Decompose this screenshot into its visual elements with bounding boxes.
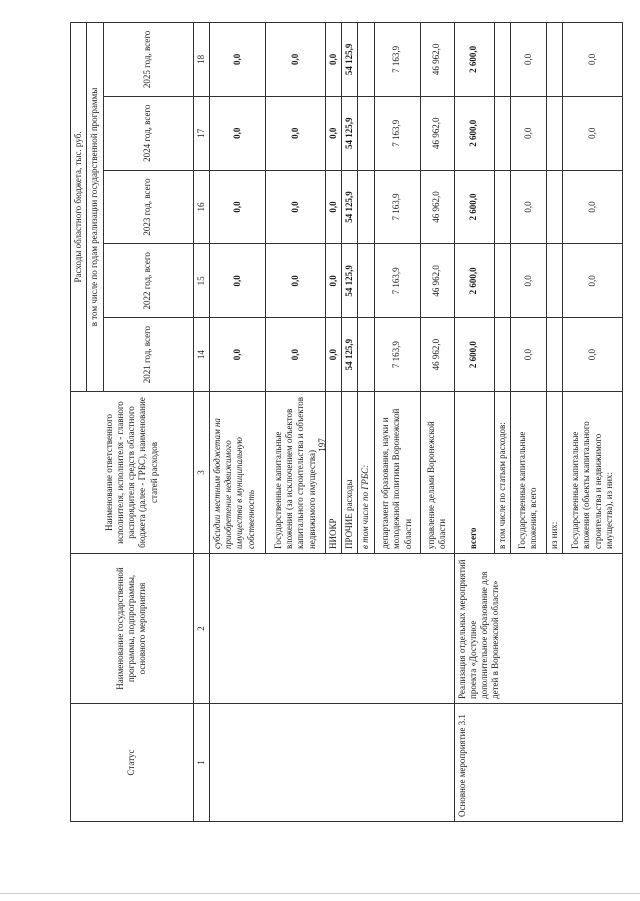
header-year: 2022 год, всего	[103, 244, 193, 318]
value-cell: 2 600,0	[454, 96, 494, 170]
page-bottom-divider	[0, 893, 640, 894]
value-cell	[358, 170, 374, 244]
value-cell: 0,0	[265, 244, 325, 318]
value-cell: 0,0	[209, 96, 265, 170]
value-cell: 54 125,9	[342, 96, 358, 170]
value-cell: 0,0	[325, 244, 341, 318]
event-status: Основное мероприятие 3.1	[454, 704, 623, 822]
header-executor: Наименование ответственного исполнителя, исполнителя - главного распорядителя средств областного бюджета (далее - ГРБС), наименование статей расходов	[71, 392, 194, 554]
row-label: из них:	[546, 392, 562, 554]
value-cell: 0,0	[510, 318, 546, 392]
table-row	[454, 23, 494, 822]
col-number: 18	[193, 23, 209, 97]
value-cell	[494, 170, 510, 244]
value-cell: 46 962,0	[420, 170, 454, 244]
status-cell-empty	[209, 704, 454, 822]
col-number: 3	[193, 392, 209, 554]
column-number-row	[193, 23, 209, 822]
value-cell	[546, 96, 562, 170]
value-cell	[358, 244, 374, 318]
row-label: всего	[454, 392, 494, 554]
value-cell: 0,0	[209, 23, 265, 97]
value-cell: 2 600,0	[454, 318, 494, 392]
row-label: в том числе по статьям расходов:	[494, 392, 510, 554]
col-number: 17	[193, 96, 209, 170]
row-label: в том числе по ГРБС:	[358, 392, 374, 554]
row-label: Государственные капитальные вложения (за исключением объектов капитального строительства и объектов недвижимого имущества)	[265, 392, 325, 554]
value-cell: 46 962,0	[420, 244, 454, 318]
value-cell	[494, 244, 510, 318]
value-cell: 0,0	[265, 170, 325, 244]
value-cell: 0,0	[265, 318, 325, 392]
row-label: НИОКР	[325, 392, 341, 554]
row-label: Государственные капитальные вложения (объекты капитального строительства и недвижимого имущества), из них:	[563, 392, 623, 554]
value-cell: 7 163,9	[374, 170, 420, 244]
col-number: 16	[193, 170, 209, 244]
value-cell	[546, 170, 562, 244]
value-cell	[358, 318, 374, 392]
header-year: 2021 год, всего	[103, 318, 193, 392]
value-cell: 2 600,0	[454, 23, 494, 97]
col-number: 1	[193, 704, 209, 822]
value-cell: 0,0	[563, 170, 623, 244]
row-label: управление делами Воронежской области	[420, 392, 454, 554]
value-cell: 0,0	[563, 23, 623, 97]
header-year: 2023 год, всего	[103, 170, 193, 244]
value-cell	[546, 244, 562, 318]
value-cell: 0,0	[510, 170, 546, 244]
value-cell: 0,0	[563, 318, 623, 392]
value-cell: 54 125,9	[342, 23, 358, 97]
row-label: Государственные капитальные вложения, всего	[510, 392, 546, 554]
value-cell: 0,0	[563, 96, 623, 170]
value-cell: 0,0	[510, 96, 546, 170]
value-cell: 7 163,9	[374, 318, 420, 392]
row-label: субсидии местным бюджетам на приобретение недвижимого имущества в муниципальную собственность	[209, 392, 265, 554]
value-cell: 0,0	[325, 96, 341, 170]
value-cell: 7 163,9	[374, 96, 420, 170]
value-cell	[358, 96, 374, 170]
value-cell	[546, 23, 562, 97]
value-cell: 0,0	[563, 244, 623, 318]
value-cell	[358, 23, 374, 97]
value-cell: 0,0	[510, 23, 546, 97]
value-cell	[546, 318, 562, 392]
expenses-table	[70, 22, 623, 822]
col-number: 15	[193, 244, 209, 318]
value-cell: 0,0	[325, 23, 341, 97]
value-cell: 46 962,0	[420, 318, 454, 392]
value-cell: 0,0	[325, 170, 341, 244]
row-label: департамент образования, науки и молодежной политики Воронежской области	[374, 392, 420, 554]
value-cell: 0,0	[209, 170, 265, 244]
value-cell: 54 125,9	[342, 244, 358, 318]
table-row	[209, 23, 265, 822]
value-cell: 0,0	[510, 244, 546, 318]
value-cell	[494, 318, 510, 392]
header-name: Наименование государственной программы, подпрограммы, основного мероприятия	[71, 554, 194, 704]
header-expenses: Расходы областного бюджета, тыс. руб.	[71, 23, 87, 392]
value-cell: 54 125,9	[342, 170, 358, 244]
page-number: 197	[317, 438, 327, 452]
header-year: 2025 год, всего	[103, 23, 193, 97]
name-cell-empty	[209, 554, 454, 704]
value-cell: 2 600,0	[454, 170, 494, 244]
header-year: 2024 год, всего	[103, 96, 193, 170]
value-cell: 7 163,9	[374, 23, 420, 97]
col-number: 2	[193, 554, 209, 704]
row-label: ПРОЧИЕ расходы	[342, 392, 358, 554]
value-cell: 0,0	[265, 23, 325, 97]
event-name: Реализация отдельных мероприятий проекта «Доступное дополнительное образование для детей в Воронежской области»	[454, 554, 623, 704]
value-cell: 2 600,0	[454, 244, 494, 318]
value-cell: 0,0	[265, 96, 325, 170]
value-cell: 54 125,9	[342, 318, 358, 392]
value-cell: 46 962,0	[420, 23, 454, 97]
value-cell	[494, 23, 510, 97]
col-number: 14	[193, 318, 209, 392]
value-cell: 7 163,9	[374, 244, 420, 318]
value-cell	[494, 96, 510, 170]
value-cell: 0,0	[325, 318, 341, 392]
value-cell: 0,0	[209, 244, 265, 318]
header-status: Статус	[71, 704, 194, 822]
rotated-table-wrapper	[70, 22, 614, 822]
value-cell: 46 962,0	[420, 96, 454, 170]
value-cell: 0,0	[209, 318, 265, 392]
header-by-years: в том числе по годам реализации государственной программы	[87, 23, 103, 392]
